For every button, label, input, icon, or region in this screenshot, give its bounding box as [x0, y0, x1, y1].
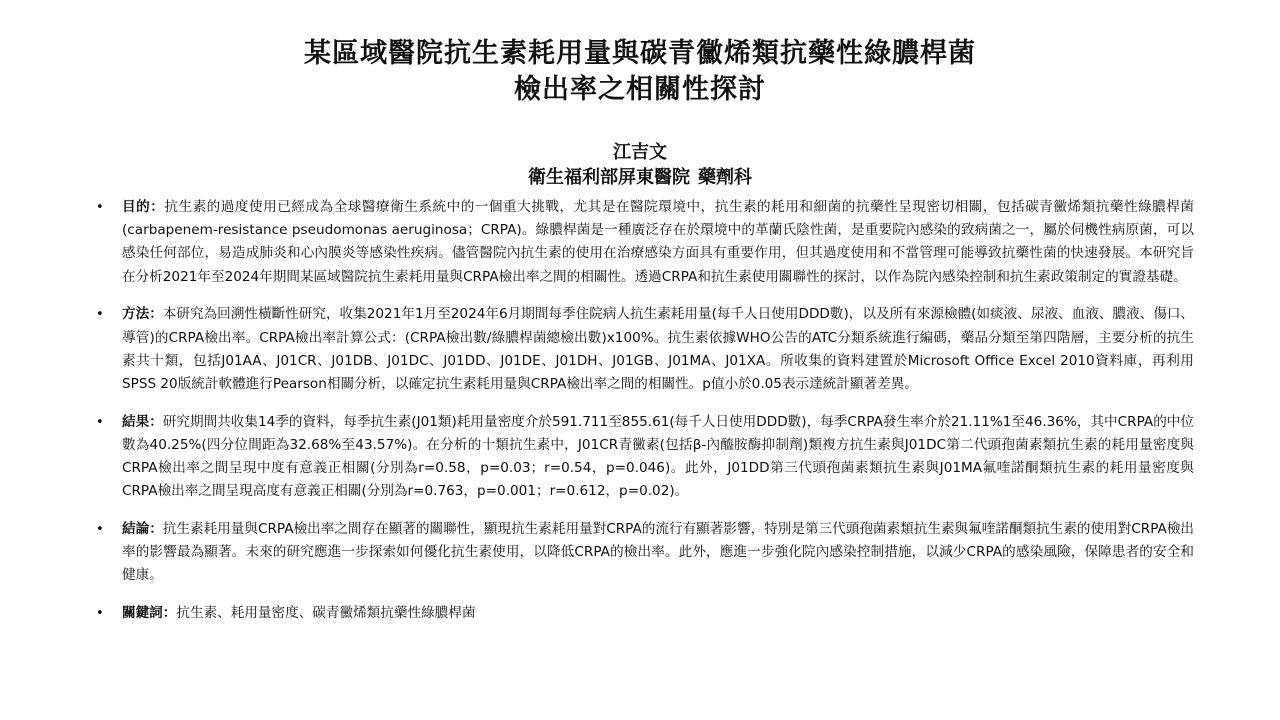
author-name: 江吉文 — [613, 142, 667, 163]
author-department: 藥劑科 — [698, 167, 752, 188]
abstract-sections — [94, 196, 1194, 640]
section-objective — [94, 196, 1194, 289]
bullet-icon: • — [96, 414, 104, 430]
section-methods — [94, 303, 1194, 396]
section-text: 抗生素的過度使用已經成為全球醫療衛生系統中的一個重大挑戰，尤其是在醫院環境中，抗生素的耗用和細菌的抗藥性呈現密切相關，包括碳青黴烯類抗藥性綠膿桿菌(carbapenem-resistance pseudomonas aeruginosa；CRPA)。綠膿桿菌是一種廣泛存在於環境中的革蘭氏陰性菌，是重要院內感染的致病菌之一，屬於伺機性病原菌，可以感染任何部位，易造成肺炎和心內膜炎等感染性疾病。儘管醫院內抗生素的使用在治療感染方面具有重要作用，但其過度使用和不當管理可能導致抗藥性菌的快速發展。本研究旨在分析2021年至2024年期間某區域醫院抗生素耗用量與CRPA檢出率之間的相關性。透過CRPA和抗生素使用關聯性的探討，以作為院內感染控制和抗生素政策制定的實證基礎。 — [122, 199, 1195, 285]
bullet-icon: • — [96, 307, 104, 323]
author-affiliation: 衛生福利部屏東醫院 — [528, 167, 690, 188]
author-affiliation-line — [0, 165, 1280, 190]
bullet-icon: • — [96, 200, 104, 215]
section-label: 結果： — [122, 413, 163, 430]
bullet-icon: • — [96, 521, 104, 537]
section-label: 關鍵詞： — [122, 605, 177, 622]
section-label: 結論： — [122, 520, 163, 537]
section-text: 抗生素耗用量與CRPA檢出率之間存在顯著的關聯性，顯現抗生素耗用量對CRPA的流行有顯著影響，特別是第三代頭孢菌素類抗生素與氟喹諾酮類抗生素的使用對CRPA檢出率的影響最為顯著。未來的研究應進一步探索如何優化抗生素使用，以降低CRPA的檢出率。此外，應進一步強化院內感染控制措施，以減少CRPA的感染風險，保障患者的安全和健康。 — [122, 520, 1195, 584]
section-text: 本研究為回溯性橫斷性研究，收集2021年1月至2024年6月期間每季住院病人抗生素耗用量(每千人日使用DDD數)，以及所有來源檢體(如痰液、尿液、血液、膿液、傷口、導管)的CRPA檢出率。CRPA檢出率計算公式：(CRPA檢出數/綠膿桿菌總檢出數)x100%。抗生素依據WHO公告的ATC分類系統進行編碼，藥品分類至第四階層，主要分析的抗生素共十類，包括J01AA、J01CR、J01DB、J01DC、J01DD、J01DE、J01DH、J01GB、J01MA、J01XA。所收集的資料建置於Microsoft Office Excel 2010資料庫，再利用SPSS 20版統計軟體進行Pearson相關分析，以確定抗生素耗用量與CRPA檢出率之間的相關性。p值小於0.05表示達統計顯著差異。 — [122, 306, 1195, 392]
section-keywords — [94, 602, 1194, 625]
section-label: 方法： — [122, 306, 163, 323]
title-line-1: 某區域醫院抗生素耗用量與碳青黴烯類抗藥性綠膿桿菌 — [304, 38, 976, 69]
section-text: 抗生素、耗用量密度、碳青黴烯類抗藥性綠膿桿菌 — [176, 605, 476, 622]
author-block — [0, 140, 1280, 190]
section-conclusion — [94, 518, 1194, 588]
title-block — [0, 36, 1280, 108]
title-line-2: 檢出率之相關性探討 — [514, 74, 766, 105]
section-results — [94, 411, 1194, 504]
section-label: 目的： — [122, 199, 165, 215]
section-text: 研究期間共收集14季的資料，每季抗生素(J01類)耗用量密度介於591.711至855.61(每千人日使用DDD數)，每季CRPA發生率介於21.11%1至46.36%，其中CRPA的中位數為40.25%(四分位間距為32.68%至43.57%)。在分析的十類抗生素中，J01CR青黴素(包括β-內醯胺酶抑制劑)類複方抗生素與J01DC第二代頭孢菌素類抗生素的耗用量密度與CRPA檢出率之間呈現中度有意義正相關(分別為r=0.58，p=0.03；r=0.54，p=0.046)。此外，J01DD第三代頭孢菌素類抗生素與J01MA氟喹諾酮類抗生素的耗用量密度與CRPA檢出率之間呈現高度有意義正相關(分別為r=0.763，p=0.001；r=0.612，p=0.02)。 — [122, 413, 1195, 500]
bullet-icon: • — [96, 606, 104, 622]
